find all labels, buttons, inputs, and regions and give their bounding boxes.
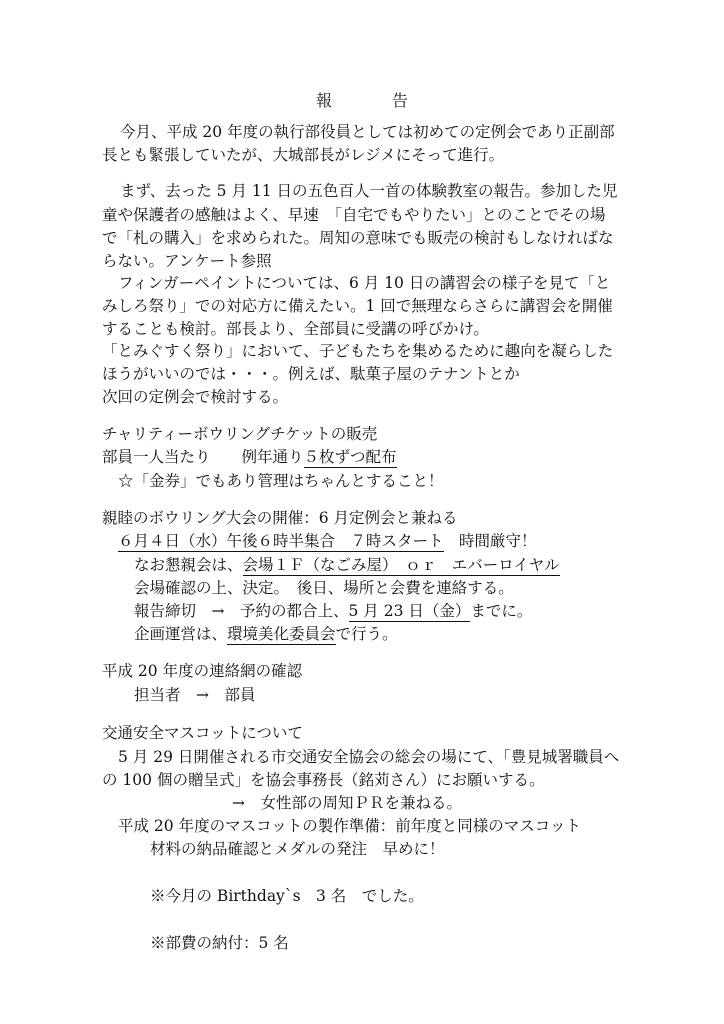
charity-line-1-underlined: ５枚ずつ配布 — [303, 448, 397, 466]
bowling-venue-prefix: なお懇親会は、 — [134, 556, 243, 574]
bowling-deadline-underlined: 5 月 23 日（金） — [348, 602, 471, 620]
bowling-date-suffix: 時間厳守！ — [443, 532, 537, 550]
paragraph-2-line-3: で「札の購入」を求められた。周知の意味でも販売の検討もしなければな — [102, 229, 614, 247]
paragraph-1-line-2: 長とも緊張していたが、大城部長がレジメにそって進行。 — [102, 146, 505, 164]
paragraph-2-line-7: することも検討。部長より、全部員に受講の呼びかけ。 — [102, 320, 489, 338]
mascot-line-3: → 女性部の周知ＰＲを兼ねる。 — [232, 794, 462, 812]
charity-line-2: ☆「金券」でもあり管理はちゃんとすること！ — [118, 472, 444, 490]
bowling-confirm-line: 会場確認の上、決定。 後日、場所と会費を連絡する。 — [134, 579, 514, 597]
charity-heading: チャリティーボウリングチケットの販売 — [102, 425, 378, 443]
mascot-line-2: の 100 個の贈呈式」を協会事務長（銘苅さん）にお願いする。 — [102, 771, 545, 789]
mascot-line-4: 平成 20 年度のマスコットの製作準備：前年度と同様のマスコット — [118, 817, 581, 835]
paragraph-2-line-8: 「とみぐすく祭り」において、子どもたちを集めるために趣向を凝らした — [102, 342, 614, 360]
paragraph-2-line-9: ほうがいいのでは・・・。例えば、駄菓子屋のテナントとか — [102, 365, 520, 383]
paragraph-2-line-4: らない。アンケート参照 — [102, 252, 272, 270]
bowling-deadline-line — [134, 600, 532, 622]
bowling-date-line — [118, 530, 537, 552]
fee-note: ※部費の納付：5 名 — [150, 934, 289, 952]
birthday-note: ※今月の Birthday`s 3 名 でした。 — [150, 887, 424, 905]
contact-heading: 平成 20 年度の連絡網の確認 — [102, 662, 303, 680]
bowling-venue-line — [134, 554, 560, 576]
charity-line-1-prefix: 部員一人当たり 例年通り — [102, 448, 304, 466]
page-title: 報 告 — [315, 91, 430, 110]
bowling-planning-underlined: 環境美化委員会 — [227, 625, 336, 643]
charity-line-1 — [102, 446, 397, 468]
contact-line-1: 担当者 → 部員 — [134, 686, 256, 704]
bowling-date-underlined: ６月４日（水）午後６時半集合 ７時スタート — [118, 532, 444, 550]
mascot-heading: 交通安全マスコットについて — [102, 724, 303, 742]
bowling-planning-line — [134, 623, 398, 645]
bowling-planning-prefix: 企画運営は、 — [134, 625, 228, 643]
paragraph-2-line-6: みしろ祭り」での対応方に備えたい。1 回で無理ならさらに講習会を開催 — [102, 297, 613, 315]
bowling-deadline-suffix: までに。 — [470, 602, 533, 620]
paragraph-2-line-2: 童や保護者の感触はよく、早速 「自宅でもやりたい」とのことでその場 — [102, 206, 606, 224]
bowling-planning-suffix: で行う。 — [335, 625, 398, 643]
paragraph-1-line-1: 今月、平成 20 年度の執行部役員としては初めての定例会であり正副部 — [120, 123, 615, 141]
bowling-heading: 親睦のボウリング大会の開催：6 月定例会と兼ねる — [102, 509, 458, 527]
paragraph-2-line-10: 次回の定例会で検討する。 — [102, 388, 289, 406]
mascot-line-5: 材料の納品確認とメダルの発注 早めに！ — [150, 840, 445, 858]
bowling-deadline-prefix: 報告締切 → 予約の都合上、 — [134, 602, 349, 620]
bowling-venue-underlined: 会場１Ｆ（なごみ屋） ｏｒ エバーロイヤル — [242, 556, 560, 574]
paragraph-2-line-1: まず、去った 5 月 11 日の五色百人一首の体験教室の報告。参加した児 — [120, 182, 618, 200]
mascot-line-1: 5 月 29 日開催される市交通安全協会の総会の場にて、「豊見城署職員へ — [118, 748, 620, 766]
paragraph-2-line-5: フィンガーペイントについては、6 月 10 日の講習会の様子を見て「と — [118, 274, 611, 292]
